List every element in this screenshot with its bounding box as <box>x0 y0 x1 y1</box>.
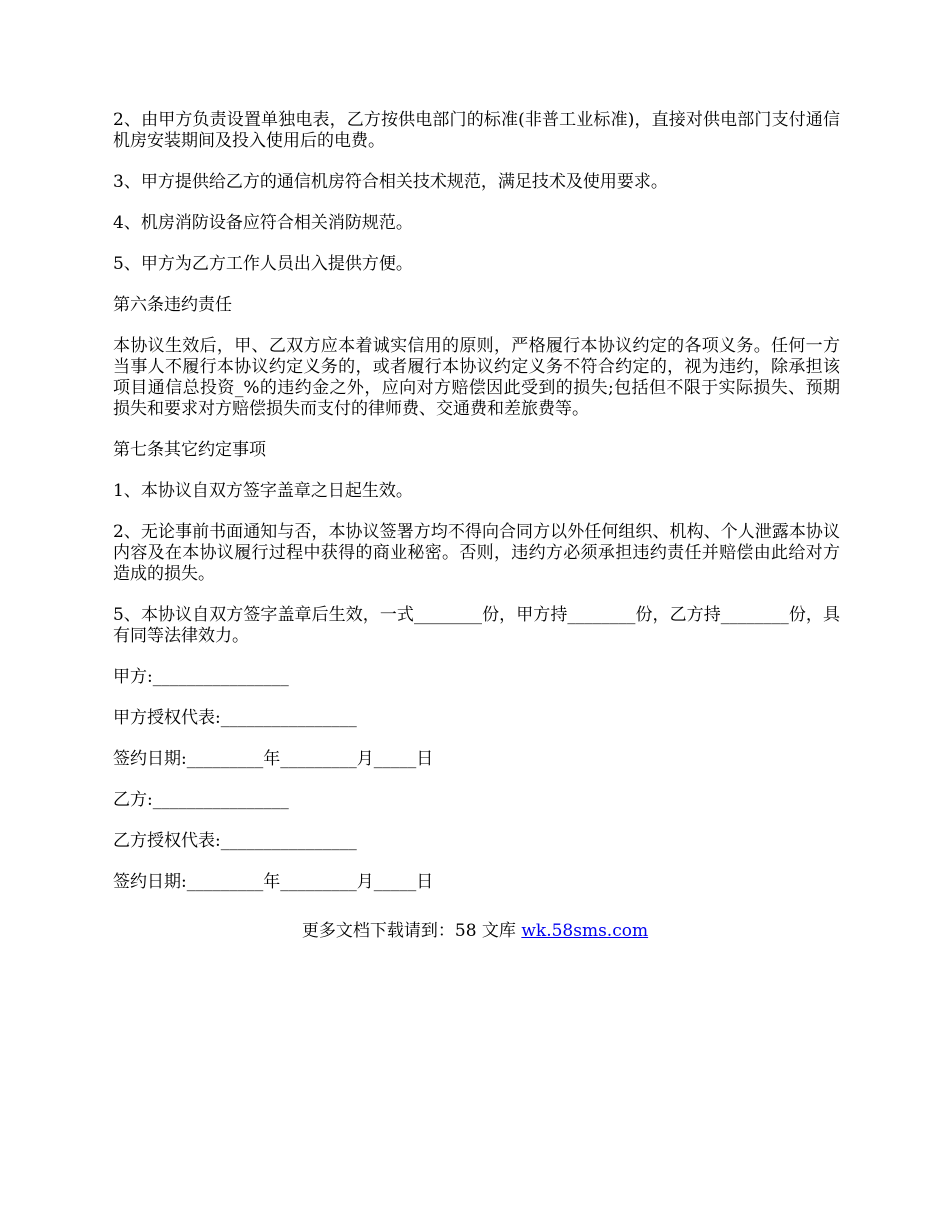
clause-copies: 5、本协议自双方签字盖章后生效，一式________份，甲方持________份，乙方持________份，具有同等法律效力。 <box>113 605 840 646</box>
footer-link[interactable]: wk.58sms.com <box>521 921 649 941</box>
signature-party-a: 甲方:________________ <box>113 667 289 687</box>
clause-room-standards: 3、甲方提供给乙方的通信机房符合相关技术规范，满足技术及使用要求。 <box>113 172 668 192</box>
clause-access: 5、甲方为乙方工作人员出入提供方便。 <box>113 254 413 274</box>
footer <box>0 921 950 942</box>
clause-liability: 本协议生效后，甲、乙双方应本着诚实信用的原则，严格履行本协议约定的各项义务。任何一方当事人不履行本协议约定义务的，或者履行本协议约定义务不符合约定的，视为违约，除承担该项目通信总投资_%的违约金之外，应向对方赔偿因此受到的损失;包括但不限于实际损失、预期损失和要求对方赔偿损失而支付的律师费、交通费和差旅费等。 <box>113 336 840 419</box>
footer-text: 更多文档下载请到：58 文库 <box>301 921 522 941</box>
signature-party-b-rep: 乙方授权代表:________________ <box>113 831 357 851</box>
signature-party-a-rep: 甲方授权代表:________________ <box>113 708 357 728</box>
clause-confidentiality: 2、无论事前书面通知与否，本协议签署方均不得向合同方以外任何组织、机构、个人泄露本协议内容及在本协议履行过程中获得的商业秘密。否则，违约方必须承担违约责任并赔偿由此给对方造成的损失。 <box>113 522 840 584</box>
section-heading-liability: 第六条违约责任 <box>113 295 232 315</box>
clause-fire-protection: 4、机房消防设备应符合相关消防规范。 <box>113 213 413 233</box>
signature-date-a: 签约日期:_________年_________月_____日 <box>113 749 434 769</box>
signature-date-b: 签约日期:_________年_________月_____日 <box>113 872 434 892</box>
signature-party-b: 乙方:________________ <box>113 790 289 810</box>
section-heading-other: 第七条其它约定事项 <box>113 440 266 460</box>
document-body <box>113 110 840 913</box>
clause-electricity: 2、由甲方负责设置单独电表，乙方按供电部门的标准(非普工业标准)，直接对供电部门支付通信机房安装期间及投入使用后的电费。 <box>113 110 840 151</box>
clause-effective: 1、本协议自双方签字盖章之日起生效。 <box>113 481 413 501</box>
